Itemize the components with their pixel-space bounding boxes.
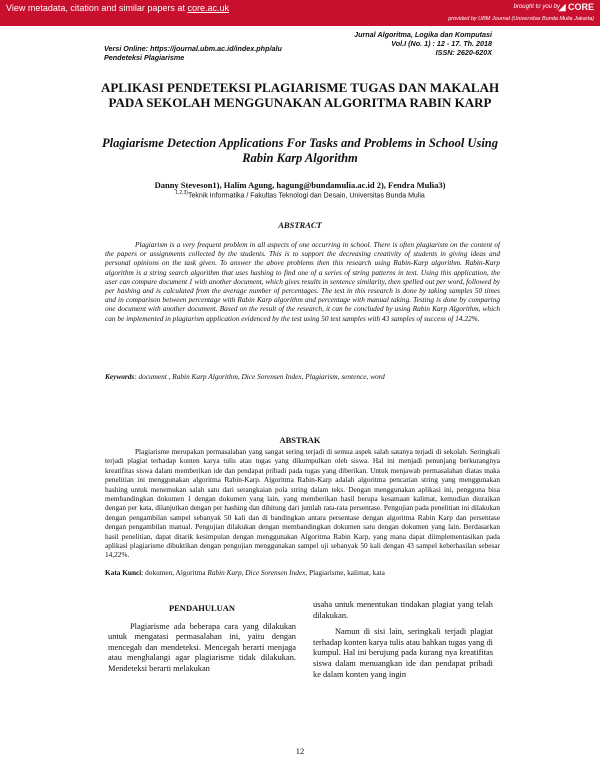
volume-info: Vol.I (No. 1) : 12 - 17. Th. 2018 — [391, 39, 492, 48]
right-column — [313, 600, 493, 686]
body-paragraph: Namun di sisi lain, seringkali terjadi plagiat terhadap konten karya tulis atau bahkan tugas yang di kumpul. Hal ini berujung pada kurang nya kreatifitas siswa dalam menuangkan ide dan pendapat pribadi ke dalam konten yang ingin — [313, 627, 494, 679]
core-banner — [0, 0, 600, 26]
left-column — [108, 603, 296, 675]
abstrak-heading: ABSTRAK — [279, 435, 321, 445]
provided-by-label: provided by UBM Journal (Universitas Bunda Mulia Jakarta) — [448, 16, 594, 22]
kata-kunci: Kata Kunci: dokumen, Algoritma Rabin Karp, Dice Sorensen Index, Plagiarisme, kalimat, kata — [105, 568, 385, 577]
abstract-body: Plagiarism is a very frequent problem in all aspects of one occurring in school. There is often plagiarism on the content of the papers or assignments collected by the students. This is to support the decreasing creativity of students in giving ideas and personal opinions on the task given. To answer the above problems then this research using Rabin-Karp algorithm. Rabin-Karp algorithm is a string search algorithm that uses hashing to find one of a series of string patterns in text. Using this application, the user can compare document 1 with another document, which gives results in sentence similarity, then spelled out per word, followed by per hashing and is calculated from the average number of percentages. The test in this research is done by taking samples 50 times and in comparison between percentage with Rabin Karp algorithm and percentage with manual taking. Testing is done by comparing one document with another document. Based on the result of the research, it can be concluded by using Rabin Karp Algorithm, which can be implemented in plagiarism application evidenced by the test using 50 test samples with 43 samples of success of 14.22%. — [105, 240, 500, 323]
section-heading: PENDAHULUAN — [168, 603, 236, 613]
journal-url: Versi Online: https://journal.ubm.ac.id/index.php/alu — [104, 44, 282, 53]
abstract-heading: ABSTRACT — [278, 220, 322, 230]
paper-title-english: Plagiarisme Detection Applications For Tasks and Problems in School Using Rabin Karp Algorithm — [102, 136, 498, 165]
core-logo[interactable]: ◢ CORE — [558, 2, 594, 12]
issn: ISSN: 2620-620X — [435, 48, 492, 57]
abstrak-body: Plagiarisme merupakan permasalahan yang sangat sering terjadi di semua aspek salah satanya terjadi di sekolah. Seringkali terjadi plagiat terhadap konten karya tulis atau tugas yang dikumpulkan oleh siswa. Hal ini menjadi penunjang berkurangnya kreatifitas siswa dalam memberikan ide dan pendapat pribadi pada tugas yang diberikan. Untuk menjawab permasalahan diatas maka penelitian ini menggunakan algoritma Rabin-Karp. Algoritma Rabin-Karp adalah algoritma pencarian string yang menggunakan hashing untuk menemukan salah satu dari serangkaian pola string dalam teks. Dengan menggunakan aplikasi ini, pengguna bisa membandingkan dokumen 1 dengan dokumen yang lain, yang memberikan hasil berupa kesamaan kalimat, kemudian diuraikan dengan per kata, dilanjutkan dengan per hashing dan dihitung dari jumlah rata-rata persentase. Pengujian pada penelitian ini dilakukan dengan pengambilan sampel sebanyak 50 kali dan di bandingkan antara persentase dengan algoritma Rabin Karp dan persentase dengan pengambilan manual. Pengujian dilakukan dengan membandingkan dokumen satu dengan dokumen yang lain. Berdasarkan hasil penelitian, dapat ditarik kesimpulan dengan menggunakan Algoritma Rabin Karp, yang mana dapat diimplementasikan pada aplikasi plagiarisme dibuktikan dengan pengujian menggunakan sampel uji sebanyak 50 kali dengan 43 sampel keberhasilan sebesar 14,22%. — [105, 447, 500, 560]
journal-name: Jurnal Algoritma, Logika dan Komputasi — [354, 30, 492, 39]
affiliation: $^{1,2,3)}$Teknik Informatika / Fakultas Teknologi dan Desain, Universitas Bunda Mulia — [175, 190, 425, 200]
page-number: 12 — [295, 746, 305, 756]
short-title: Pendeteksi Plagiarisme — [104, 53, 185, 62]
body-paragraph: Plagiarisme ada beberapa cara yang dilakukan untuk mengatasi permasalahan ini, yaitu dengan mencegah dan mendeteksi. Mencegah berarti menjaga atau menghalangi agar plagiarisme tidak dilakukan. Mendeteksi berarti melakukan — [108, 621, 296, 673]
authors: Danny Steveson1), Halim Agung, hagung@bundamulia.ac.id 2), Fendra Mulia3) — [154, 180, 446, 190]
keywords: Keywords: document , Rabin Karp Algorithm, Dice Sorensen Index, Plagiarism, sentence, word — [105, 372, 385, 381]
body-paragraph: usaha untuk menentukan tindakan plagiat yang telah dilakukan. — [313, 600, 493, 620]
running-header-right — [354, 30, 492, 57]
core-icon: ◢ — [558, 2, 568, 12]
brought-to-you-label: brought to you by — [513, 4, 560, 10]
running-header-left — [104, 44, 282, 62]
metadata-link[interactable]: View metadata, citation and similar papers at core.ac.uk — [6, 3, 229, 13]
paper-title: APLIKASI PENDETEKSI PLAGIARISME TUGAS DAN MAKALAH PADA SEKOLAH MENGGUNAKAN ALGORITMA RABIN KARP — [100, 80, 500, 110]
